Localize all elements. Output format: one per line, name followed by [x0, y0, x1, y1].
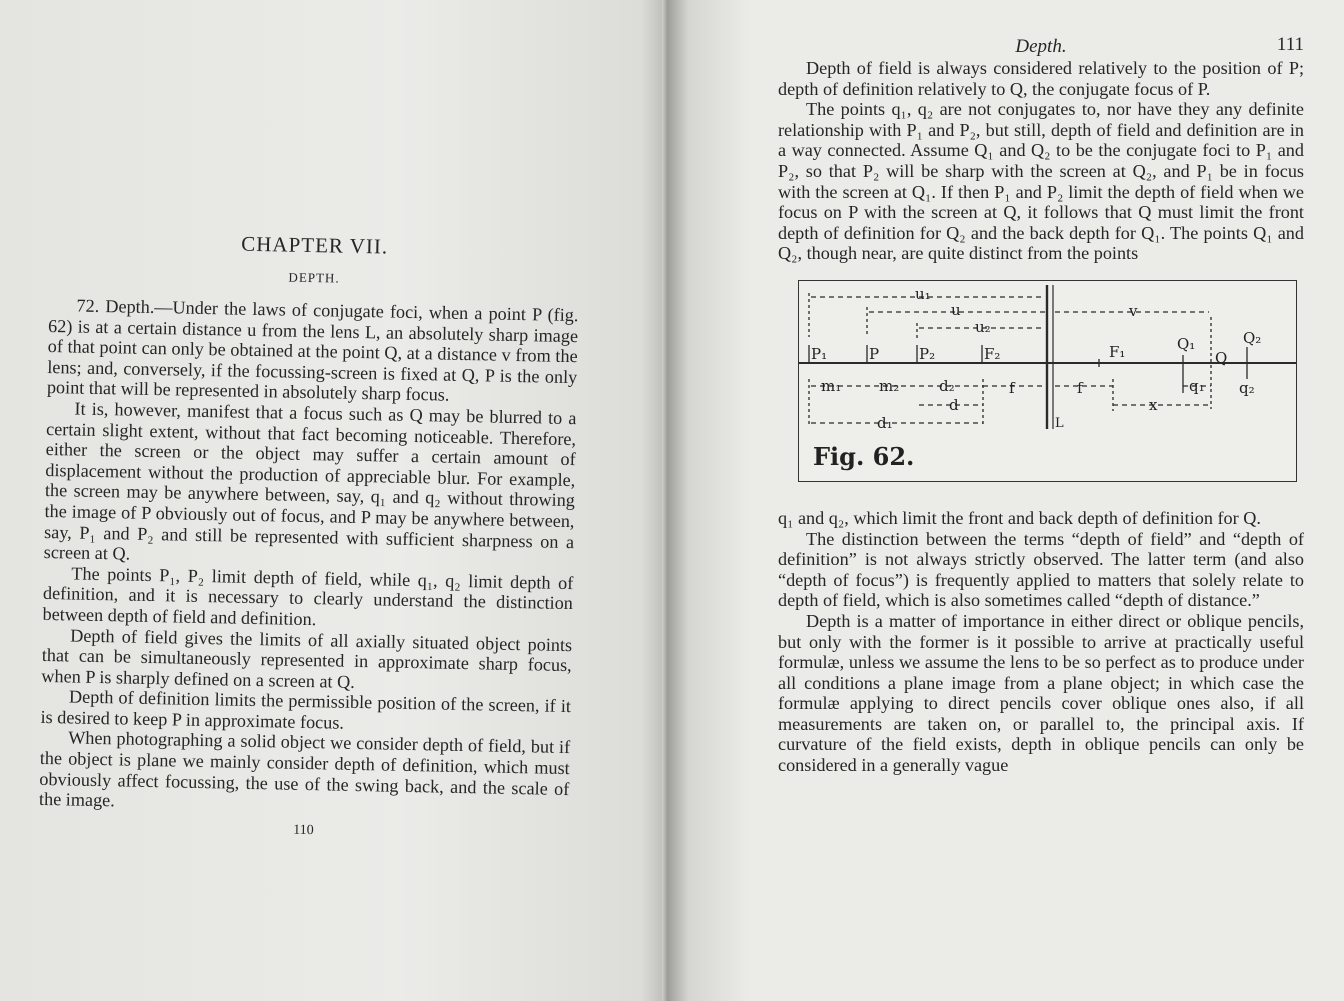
paragraph: It is, however, manifest that a focus such as Q may be blurred to a certain slight extent, without that fact becoming noticeable. Therefore, either the screen or the object may suffer a certain amount of displacement without the production of appreciable blur. For example, the screen may be anywhere between, say, q₁ and q₂ without throwing the image of P obviously out of focus, and P may be anywhere between, say, P₁ and P₂ and still be represented with sufficient sharpness on a screen at Q. [43, 398, 577, 564]
paragraph: Depth of definition limits the permissible position of the screen, if it is desired to keep P in approximate focus. [40, 686, 572, 733]
label-d1: d₁ [877, 413, 893, 432]
paragraph: q₁ and q₂, which limit the front and back depth of definition for Q. [778, 507, 1261, 528]
paragraph: Depth of field gives the limits of all axially situated object points that can be simultaneously represented in approximate sharp focus, when P is sharply defined on a screen at Q. [41, 624, 573, 692]
label-d2: d₂ [939, 376, 955, 395]
section-title: DEPTH. [288, 269, 340, 286]
label-u2: u₂ [975, 317, 991, 336]
left-text-column [38, 228, 580, 844]
paragraph: The points P₁, P₂ limit depth of field, while q₁, q₂ limit depth of definition, and it is necessary to clearly understand the distinction between depth of field and definition. [42, 563, 574, 630]
paragraph: The points q₁, q₂ are not conjugates to, nor have they any definite relationship with P₁ and P₂, but still, depth of field and definition are in a way connected. Assume Q₁ and Q₂ to be the conjugate foci to P₁ and P₂, so that P₂ will be sharp with the screen at Q₂, and P₁ be in focus with the screen at Q₁. If then P₁ and P₂ limit the depth of field when we focus on P with the screen at Q, it follows that Q must limit the front depth of definition for Q₂ and the back depth for Q₁. The points Q₁ and Q₂, though near, are quite distinct from the points [778, 99, 1304, 264]
label-L: L [1055, 415, 1064, 431]
label-Q2: Q₂ [1243, 328, 1262, 347]
label-P: P [869, 344, 880, 363]
label-q1: q₁ [1189, 376, 1205, 395]
running-head-title: Depth. [1015, 36, 1067, 57]
figure-caption: Fig. 62. [813, 441, 915, 471]
left-page [0, 0, 668, 1001]
label-x: x [1149, 395, 1158, 414]
chapter-heading: CHAPTER VII. [241, 231, 389, 259]
label-P1: P₁ [811, 344, 828, 363]
label-q2: q₂ [1239, 378, 1255, 397]
label-u: u [951, 300, 961, 319]
paragraph: Depth is a matter of importance in either direct or oblique pencils, but only with the former is it possible to arrive at practically useful formulæ, unless we assume the lens to be so perfect as to produce under all conditions a plane image from a plane object; in which case the formulæ applying to direct pencils cover oblique ones also, if all measurements are taken on, or parallel to, the principal axis. If curvature of the field exists, depth in oblique pencils can only be considered in a generally vague [778, 610, 1304, 776]
paragraph: When photographing a solid object we consider depth of field, but if the object is plane we mainly consider depth of definition, which must obviously affect focussing, the use of the swing back, and the scale of the image. [38, 727, 571, 811]
label-f-left: f [1009, 378, 1015, 397]
label-F1: F₁ [1109, 342, 1126, 361]
label-m1: m₁ [821, 376, 842, 395]
paragraph: Depth of field is always considered relatively to the position of P; depth of definition relatively to Q, the conjugate focus of P. [778, 58, 1304, 99]
label-F2: F₂ [984, 344, 1001, 363]
right-page [668, 0, 1344, 1001]
right-text-column [778, 30, 1304, 776]
label-Q: Q [1215, 348, 1228, 367]
paragraph: The distinction between the terms “depth of field” and “depth of definition” is not always strictly observed. The latter term (and also “depth of focus”) is frequently applied to matters that solely relate to depth of field, which is also sometimes called “depth of distance.” [778, 528, 1304, 611]
running-header [778, 30, 1304, 58]
label-P2: P₂ [919, 344, 936, 363]
page-number: 110 [293, 822, 314, 839]
page-number: 111 [1276, 34, 1304, 55]
paragraph: 72. Depth.—Under the laws of conjugate foci, when a point P (fig. 62) is at a certain distance u from the lens L, an absolutely sharp image of that point can only be obtained at the point Q, at a distance v from the lens; and, conversely, if the focussing-screen is fixed at Q, P is the only point that will be represented in absolutely sharp focus. [46, 295, 579, 406]
figure-62-diagram [798, 280, 1297, 482]
label-d: d [949, 395, 959, 414]
lens-diagram [799, 281, 1296, 481]
label-Q1: Q₁ [1177, 334, 1196, 353]
label-v: v [1129, 301, 1138, 320]
label-f-right: f [1077, 378, 1083, 397]
label-u1: u₁ [915, 284, 931, 303]
label-m2: m₂ [879, 376, 900, 395]
